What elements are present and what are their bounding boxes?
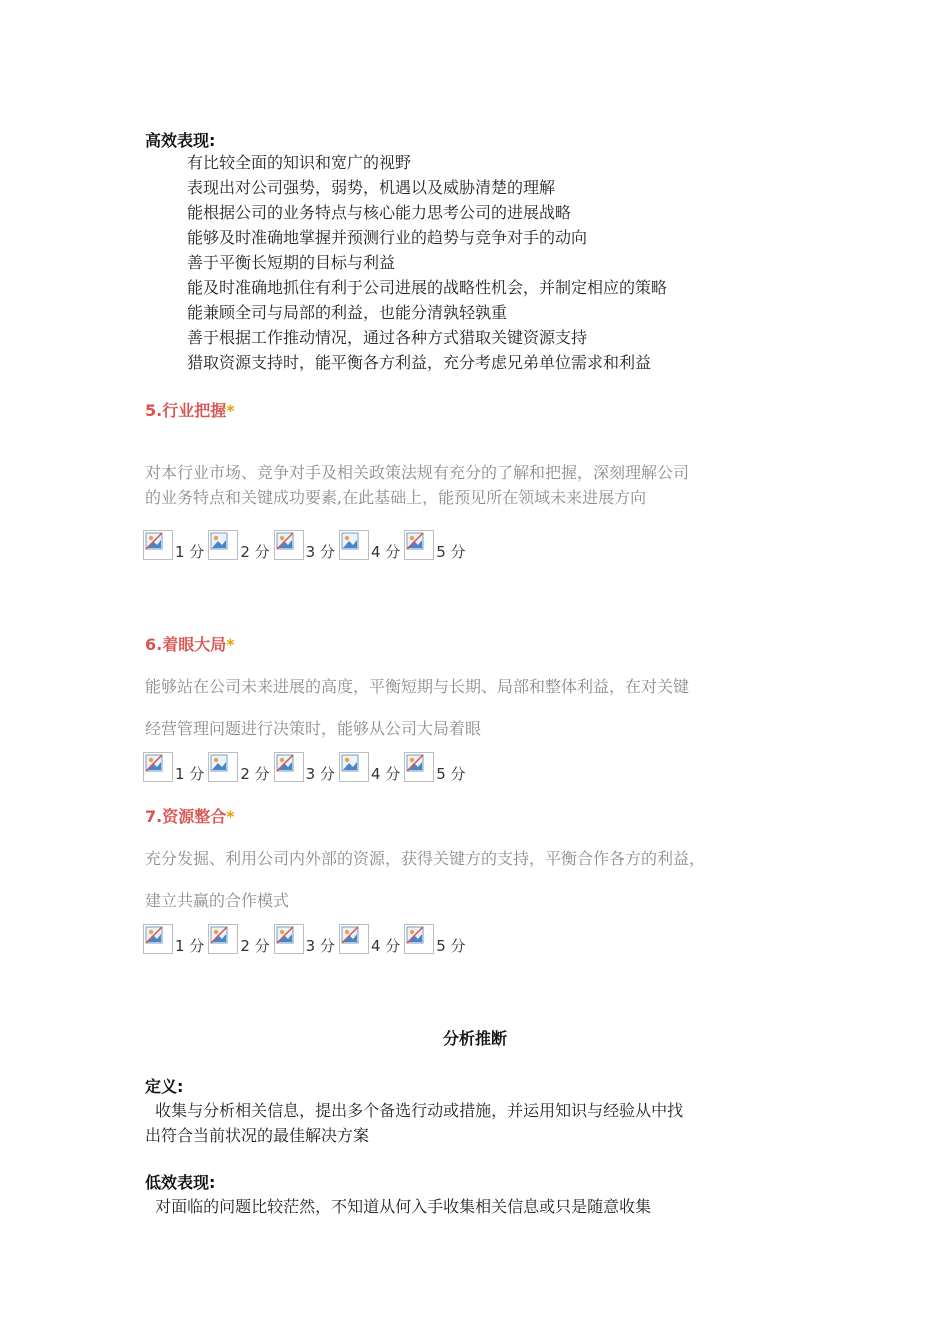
rating-option-label: 4 分	[370, 937, 401, 955]
rating-option-label: 5 分	[436, 765, 466, 783]
question-title	[145, 398, 235, 421]
broken-image-icon[interactable]	[339, 924, 369, 954]
high-perf-title: 高效表现:	[145, 131, 216, 150]
rating-options	[143, 752, 470, 782]
high-perf-line: 善于平衡长短期的目标与利益	[187, 253, 396, 272]
rating-option-label: 5 分	[436, 543, 466, 561]
broken-image-icon[interactable]	[143, 924, 173, 954]
broken-image-icon[interactable]	[404, 752, 434, 782]
question-desc: 对本行业市场、竞争对手及相关政策法规有充分的了解和把握，深刻理解公司	[145, 463, 690, 482]
low-perf-line	[145, 1194, 651, 1217]
question-title	[145, 632, 235, 655]
rating-option[interactable]	[208, 924, 269, 954]
question-title-text: 6.着眼大局	[145, 635, 227, 654]
broken-image-icon[interactable]	[339, 752, 369, 782]
rating-options	[143, 924, 470, 954]
rating-options	[143, 530, 470, 560]
question-desc: 经营管理问题进行决策时，能够从公司大局着眼	[145, 719, 482, 738]
high-perf-line: 有比较全面的知识和宽广的视野	[187, 153, 412, 172]
question-title	[145, 804, 235, 827]
definition-line	[145, 1098, 683, 1121]
rating-option-label: 2 分	[240, 765, 270, 783]
rating-option-label: 1 分	[175, 543, 205, 561]
low-perf-title: 低效表现:	[145, 1173, 216, 1192]
broken-image-icon[interactable]	[208, 530, 238, 560]
broken-image-icon[interactable]	[143, 530, 173, 560]
broken-image-icon[interactable]	[404, 924, 434, 954]
rating-option-label: 2 分	[240, 543, 270, 561]
broken-image-icon[interactable]	[143, 752, 173, 782]
rating-option-label: 3 分	[305, 765, 335, 783]
required-star: *	[226, 401, 235, 420]
rating-option[interactable]	[404, 924, 465, 954]
question-desc: 建立共赢的合作模式	[145, 891, 290, 910]
rating-option[interactable]	[404, 530, 465, 560]
question-title-text: 5.行业把握	[145, 401, 227, 420]
question-desc: 能够站在公司未来进展的高度，平衡短期与长期、局部和整体利益，在对关键	[145, 677, 690, 696]
high-perf-line: 能兼顾全司与局部的利益，也能分清孰轻孰重	[187, 303, 508, 322]
rating-option-label: 1 分	[175, 765, 205, 783]
rating-option-label: 2 分	[240, 937, 270, 955]
definition-line-text: 收集与分析相关信息，提出多个备选行动或措施，并运用知识与经验从中找	[155, 1101, 684, 1120]
rating-option[interactable]	[274, 530, 335, 560]
rating-option-label: 4 分	[370, 765, 401, 783]
broken-image-icon[interactable]	[274, 752, 304, 782]
high-perf-line: 能根据公司的业务特点与核心能力思考公司的进展战略	[187, 203, 572, 222]
rating-option[interactable]	[143, 924, 204, 954]
required-star: *	[226, 635, 235, 654]
high-perf-line: 能及时准确地抓住有利于公司进展的战略性机会，并制定相应的策略	[187, 278, 668, 297]
rating-option-label: 5 分	[436, 937, 466, 955]
rating-option-label: 3 分	[305, 543, 335, 561]
question-title-text: 7.资源整合	[145, 807, 227, 826]
rating-option[interactable]	[208, 752, 269, 782]
broken-image-icon[interactable]	[404, 530, 434, 560]
broken-image-icon[interactable]	[274, 530, 304, 560]
broken-image-icon[interactable]	[339, 530, 369, 560]
rating-option[interactable]	[404, 752, 465, 782]
rating-option-label: 3 分	[305, 937, 335, 955]
broken-image-icon[interactable]	[274, 924, 304, 954]
rating-option[interactable]	[143, 752, 204, 782]
rating-option[interactable]	[339, 924, 400, 954]
definition-line: 出符合当前状况的最佳解决方案	[145, 1126, 370, 1145]
high-perf-line: 善于根据工作推动情况，通过各种方式猎取关键资源支持	[187, 328, 588, 347]
required-star: *	[226, 807, 235, 826]
high-perf-line: 能够及时准确地掌握并预测行业的趋势与竞争对手的动向	[187, 228, 588, 247]
rating-option[interactable]	[143, 530, 204, 560]
question-desc: 充分发掘、利用公司内外部的资源，获得关键方的支持，平衡合作各方的利益，	[145, 849, 706, 868]
rating-option[interactable]	[208, 530, 269, 560]
low-perf-line-text: 对面临的问题比较茫然，不知道从何入手收集相关信息或只是随意收集	[155, 1197, 652, 1216]
rating-option-label: 4 分	[370, 543, 401, 561]
section-title: 分析推断	[442, 1029, 507, 1048]
rating-option[interactable]	[274, 752, 335, 782]
question-desc: 的业务特点和关键成功要素,在此基础上，能预见所在领域未来进展方向	[145, 488, 647, 507]
high-perf-line: 猎取资源支持时，能平衡各方利益，充分考虑兄弟单位需求和利益	[187, 353, 652, 372]
broken-image-icon[interactable]	[208, 752, 238, 782]
rating-option[interactable]	[274, 924, 335, 954]
rating-option[interactable]	[339, 752, 400, 782]
definition-title: 定义:	[145, 1077, 184, 1096]
rating-option[interactable]	[339, 530, 400, 560]
high-perf-line: 表现出对公司强势，弱势，机遇以及威胁清楚的理解	[187, 178, 556, 197]
rating-option-label: 1 分	[175, 937, 205, 955]
broken-image-icon[interactable]	[208, 924, 238, 954]
